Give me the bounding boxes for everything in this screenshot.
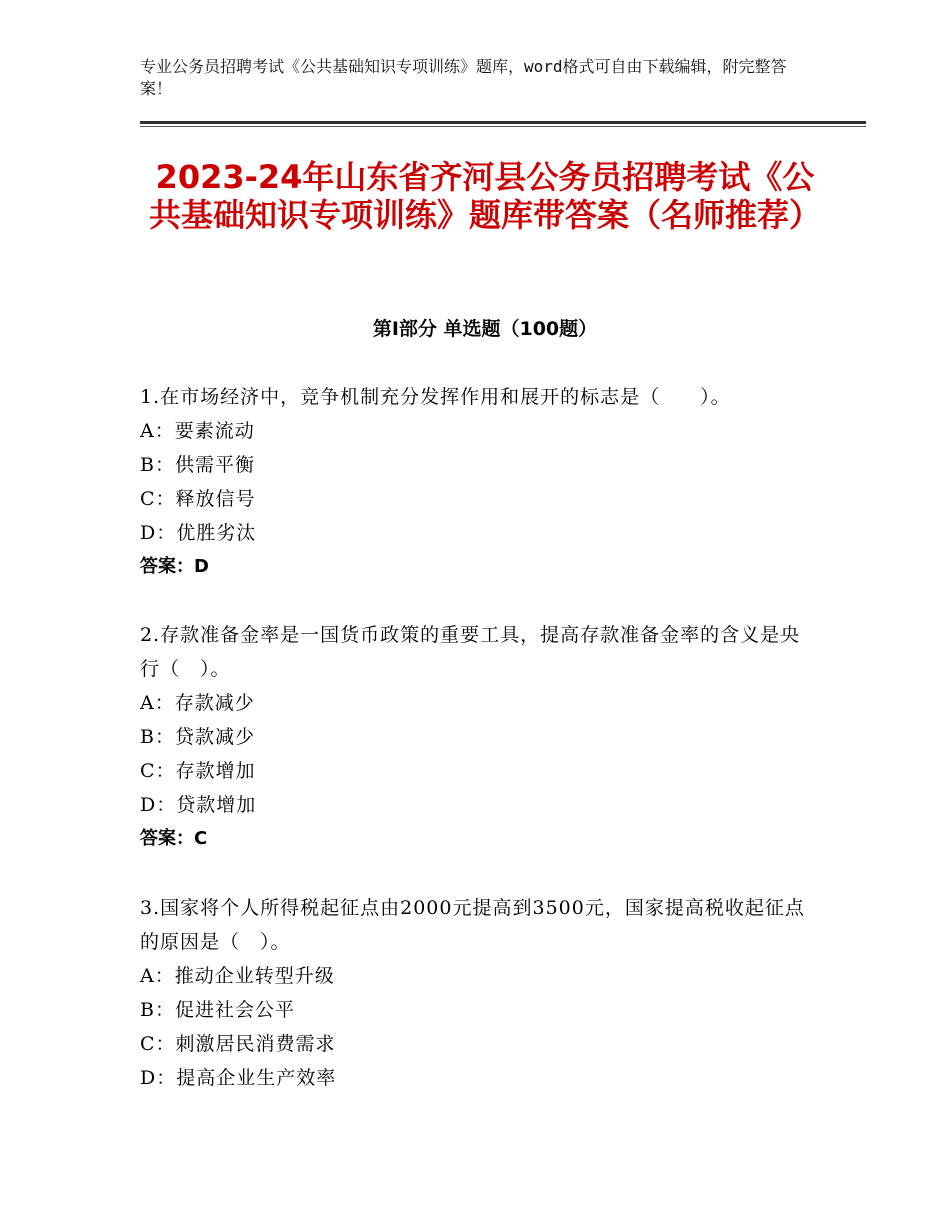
section-heading: 第Ⅰ部分 单选题（100题） <box>372 318 598 340</box>
option-d: D：提高企业生产效率 <box>140 1067 337 1089</box>
option-b: B：促进社会公平 <box>140 999 295 1021</box>
header-divider-thin <box>140 126 866 127</box>
question-stem: 1.在市场经济中，竞争机制充分发挥作用和展开的标志是（ ）。 <box>140 386 731 408</box>
option-d: D：贷款增加 <box>140 794 257 816</box>
option-b: B：贷款减少 <box>140 726 255 748</box>
question-stem: 2.存款准备金率是一国货币政策的重要工具，提高存款准备金率的含义是央行（ ）。 <box>140 624 801 680</box>
option-c: C：释放信号 <box>140 488 256 510</box>
option-b: B：供需平衡 <box>140 454 255 476</box>
option-c: C：存款增加 <box>140 760 256 782</box>
option-a: A：要素流动 <box>140 420 255 442</box>
header-divider-thick <box>140 121 866 124</box>
question-3 <box>140 891 820 1095</box>
question-stem: 3.国家将个人所得税起征点由2000元提高到3500元，国家提高税收起征点的原因是（ ）。 <box>140 897 805 953</box>
document-title: 2023-24年山东省齐河县公务员招聘考试《公共基础知识专项训练》题库带答案（名师推荐） <box>148 158 821 234</box>
option-d: D：优胜劣汰 <box>140 522 257 544</box>
header-note: 专业公务员招聘考试《公共基础知识专项训练》题库，word格式可自由下载编辑，附完整答案！ <box>140 57 787 98</box>
answer-line: 答案：D <box>140 556 209 577</box>
question-1 <box>140 380 820 584</box>
option-a: A：存款减少 <box>140 692 255 714</box>
question-2 <box>140 618 820 856</box>
option-a: A：推动企业转型升级 <box>140 965 335 987</box>
answer-line: 答案：C <box>140 828 208 849</box>
option-c: C：刺激居民消费需求 <box>140 1033 336 1055</box>
